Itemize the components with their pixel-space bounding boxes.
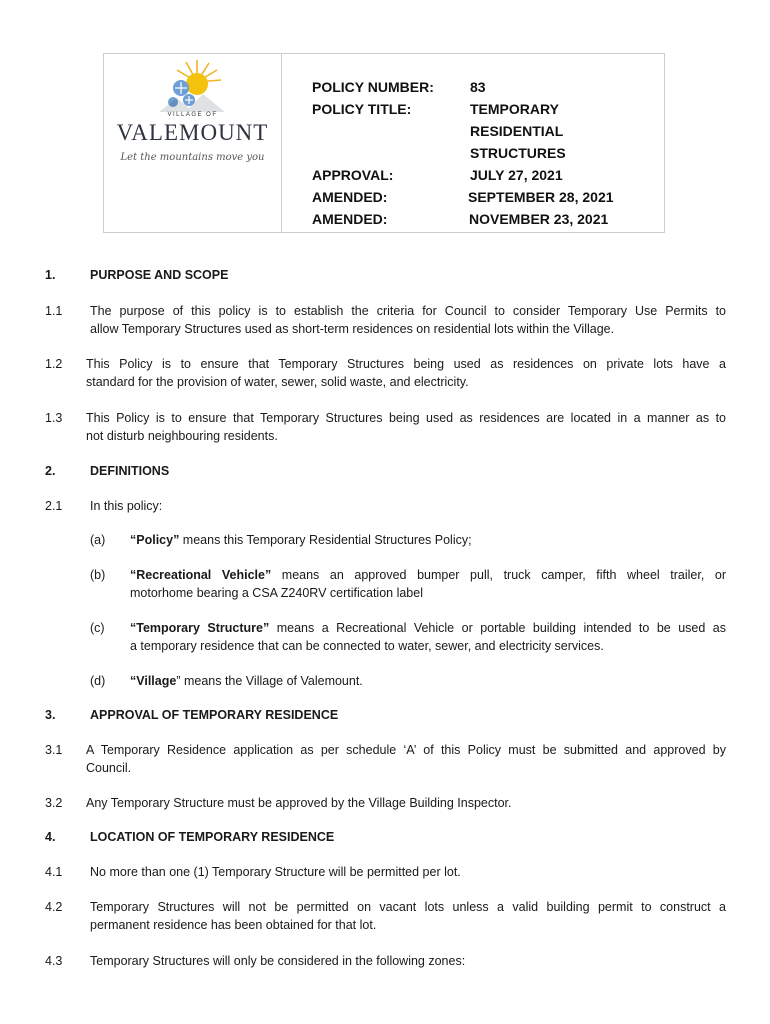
definition-text: means this Temporary Residential Structures Policy;: [179, 533, 472, 547]
clause-number: 1.1: [45, 304, 63, 318]
definition-letter: (d): [90, 674, 106, 688]
definition-text-line: motorhome bearing a CSA Z240RV certification label: [130, 586, 423, 600]
definition-term: “Village: [130, 674, 177, 688]
clause-text-line: No more than one (1) Temporary Structure will be permitted per lot.: [90, 865, 461, 879]
section-heading: PURPOSE AND SCOPE: [90, 268, 229, 282]
clause-text-line: permanent residence has been obtained for that lot.: [90, 918, 377, 932]
section-number: 1.: [45, 268, 56, 282]
clause-number: 3.2: [45, 796, 63, 810]
logo-wordmark: VALEMOUNT: [116, 120, 269, 145]
approval-date: JULY 27, 2021: [470, 167, 563, 183]
definition-text: means a Recreational Vehicle or portable building intended to be used as: [269, 621, 726, 635]
amended-date-2: NOVEMBER 23, 2021: [469, 211, 609, 227]
policy-number-label: POLICY NUMBER:: [312, 79, 434, 95]
clause-number: 3.1: [45, 743, 63, 757]
sun-snowflake-emblem-icon: [159, 58, 225, 114]
amended-label-2: AMENDED:: [312, 211, 388, 227]
header-divider: [281, 54, 282, 232]
approval-label: APPROVAL:: [312, 167, 394, 183]
definition-recreational-vehicle: [130, 566, 726, 584]
policy-title-line3: STRUCTURES: [470, 145, 566, 161]
clause-number: 4.1: [45, 865, 63, 879]
clause-text-line: allow Temporary Structures used as short-term residences on residential lots within the Village.: [90, 322, 615, 336]
section-number: 3.: [45, 708, 56, 722]
clause-text-line: A Temporary Residence application as per schedule ‘A’ of this Policy must be submitted and approved by: [86, 743, 726, 757]
section-number: 4.: [45, 830, 56, 844]
definition-letter: (c): [90, 621, 105, 635]
policy-title-line2: RESIDENTIAL: [470, 123, 564, 139]
definition-village: [130, 672, 726, 690]
section-heading: DEFINITIONS: [90, 464, 170, 478]
definition-temporary-structure: [130, 619, 726, 637]
section-heading: APPROVAL OF TEMPORARY RESIDENCE: [90, 708, 339, 722]
clause-text-line: Temporary Structures will only be considered in the following zones:: [90, 954, 466, 968]
definition-term: “Temporary Structure”: [130, 621, 270, 635]
amended-label: AMENDED:: [312, 189, 388, 205]
definition-text-line: a temporary residence that can be connected to water, sewer, and electricity services.: [130, 639, 604, 653]
definition-text: means an approved bumper pull, truck camper, fifth wheel trailer, or: [271, 568, 726, 582]
clause-number: 4.2: [45, 900, 63, 914]
clause-number: 1.2: [45, 357, 63, 371]
section-number: 2.: [45, 464, 56, 478]
definition-policy: [130, 531, 726, 549]
definition-text: ” means the Village of Valemount.: [176, 674, 363, 688]
clause-text-line: Temporary Structures will not be permitted on vacant lots unless a valid building permit to construct a: [90, 900, 726, 914]
clause-number: 2.1: [45, 499, 63, 513]
logo-tagline: Let the mountains move you: [120, 152, 265, 163]
clause-text-line: In this policy:: [90, 499, 163, 513]
clause-text-line: not disturb neighbouring residents.: [86, 429, 278, 443]
policy-number-value: 83: [470, 79, 486, 95]
section-heading: LOCATION OF TEMPORARY RESIDENCE: [90, 830, 335, 844]
amended-date: SEPTEMBER 28, 2021: [468, 189, 614, 205]
definition-term: “Recreational Vehicle”: [130, 568, 272, 582]
clause-number: 1.3: [45, 411, 63, 425]
clause-text-line: The purpose of this policy is to establish the criteria for Council to consider Temporary Use Permits to: [90, 304, 726, 318]
policy-header-table: [103, 53, 665, 233]
clause-number: 4.3: [45, 954, 63, 968]
definition-letter: (a): [90, 533, 106, 547]
policy-title-label: POLICY TITLE:: [312, 101, 412, 117]
village-logo: [104, 54, 281, 232]
definition-term: “Policy”: [130, 533, 180, 547]
clause-text-line: Council.: [86, 761, 132, 775]
clause-text-line: This Policy is to ensure that Temporary Structures being used as residences on private lots have a: [86, 357, 726, 371]
clause-text-line: Any Temporary Structure must be approved by the Village Building Inspector.: [86, 796, 512, 810]
definition-letter: (b): [90, 568, 106, 582]
clause-text-line: standard for the provision of water, sewer, solid waste, and electricity.: [86, 375, 469, 389]
clause-text-line: This Policy is to ensure that Temporary Structures being used as residences are located in a manner as to: [86, 411, 726, 425]
logo-small-text: VILLAGE OF: [167, 112, 218, 118]
policy-title-line1: TEMPORARY: [470, 101, 559, 117]
